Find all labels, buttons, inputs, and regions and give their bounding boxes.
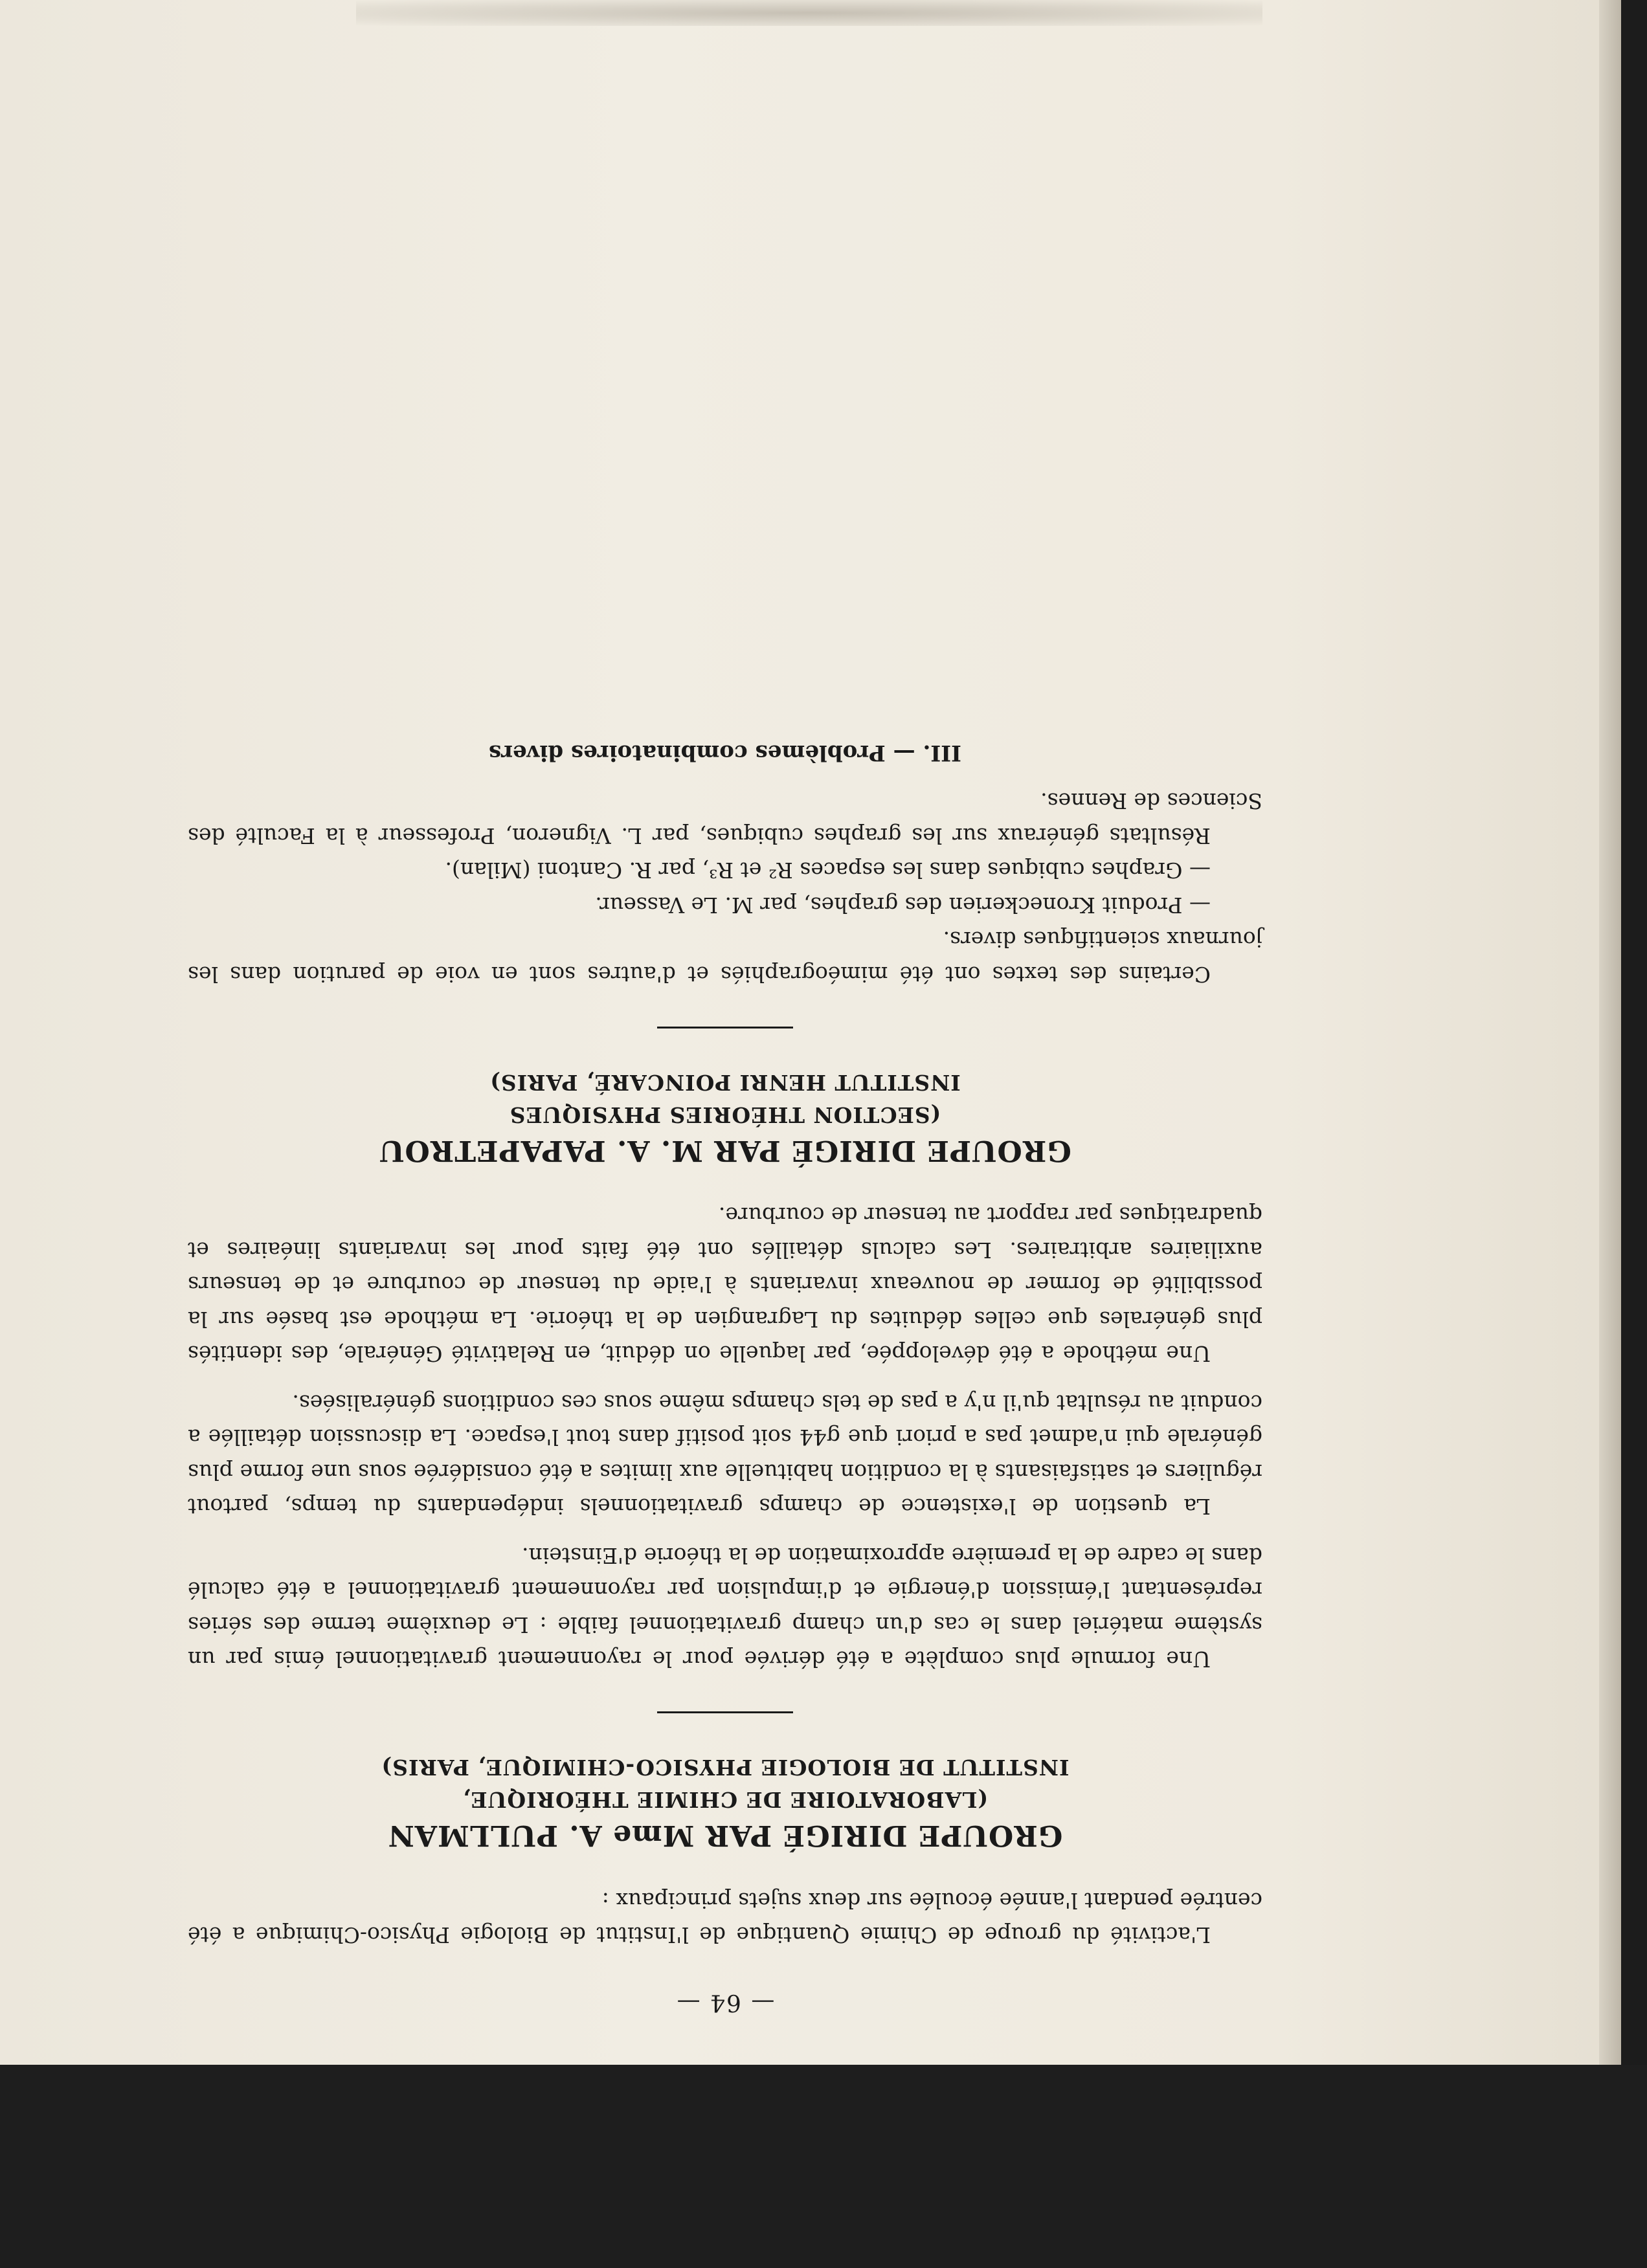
scan-smudge <box>356 0 1262 26</box>
section-divider-2 <box>657 1027 793 1028</box>
papapetrou-subheading-1: (SECTION THÉORIES PHYSIQUES <box>509 1102 941 1128</box>
paragraph-publications: Certains des textes ont été miméographiés et d'autres sont en voie de parution dans les journaux scientifiques divers. <box>188 927 1262 987</box>
pullman-heading: GROUPE DIRIGÉ PAR Mme A. PULLMAN <box>387 1819 1063 1852</box>
page-number: — 64 — <box>675 1989 775 2016</box>
paper-edge <box>1599 0 1621 2065</box>
paragraph-gravitational-radiation: Une formule plus complète a été dérivée pour le rayonnement gravitationnel émis par un système matériel dans le cas d'un champ gravitationnel faible : Le deuxième terme des séries représentant l'émission d'énergie et d'impulsion par rayonnement gravitationnel a été calculé dans le cadre de la première approximation de la théorie d'Einstein. <box>188 1543 1262 1673</box>
papapetrou-heading: GROUPE DIRIGÉ PAR M. A. PAPAPETROU <box>379 1134 1071 1167</box>
list-item-kronecker: — Produit Kroneckerien des graphes, par M. Le Vasseur. <box>595 893 1211 918</box>
rotated-page-content <box>188 233 1262 2019</box>
list-item-cantoni: — Graphes cubiques dans les espaces R² et R³, par R. Cantoni (Milan). <box>445 858 1211 884</box>
scanner-background <box>0 2065 1647 2268</box>
list-item-vigneron: Résultats généraux sur les graphes cubiques, par L. Vigneron, Professeur à la Faculté des Sciences de Rennes. <box>188 788 1262 849</box>
pullman-subheading-2: INSTITUT DE BIOLOGIE PHYSICO-CHIMIQUE, PARIS) <box>381 1755 1070 1781</box>
section-divider-1 <box>657 1712 793 1714</box>
pullman-subheading-1: (LABORATOIRE DE CHIMIE THÉORIQUE, <box>462 1787 989 1813</box>
section-3-title: III. — Problèmes combinatoires divers <box>488 740 962 766</box>
paragraph-general-relativity-identities: Une méthode a été développée, par laquelle on déduit, en Relativité Générale, des identités plus générales que celles déduites du Lagrangien de la théorie. La méthode est basée sur la possibilité de former de nouveaux invariants à l'aide du tenseur de courbure et de tenseurs auxiliaires arbitraires. Les calculs détaillés ont été faits pour les invariants linéaires et quadratiques par rapport au tenseur de courbure. <box>188 1203 1262 1367</box>
intro-paragraph: L'activité du groupe de Chimie Quantique de l'Institut de Biologie Physico-Chimique a été centrée pendant l'année écoulée sur deux sujets principaux : <box>188 1888 1262 1948</box>
paragraph-static-fields: La question de l'existence de champs gravitationnels indépendants du temps, partout réguliers et satisfaisants à la condition habituelle aux limites a été considérée sous une forme plus générale qui n'admet pas a priori que g44 soit positif dans tout l'espace. La discussion détaillée a conduit au résultat qu'il n'y a pas de tels champs même sous ces conditions généralisées. <box>188 1390 1262 1520</box>
papapetrou-subheading-2: INSTITUT HENRI POINCARÉ, PARIS) <box>489 1070 961 1095</box>
